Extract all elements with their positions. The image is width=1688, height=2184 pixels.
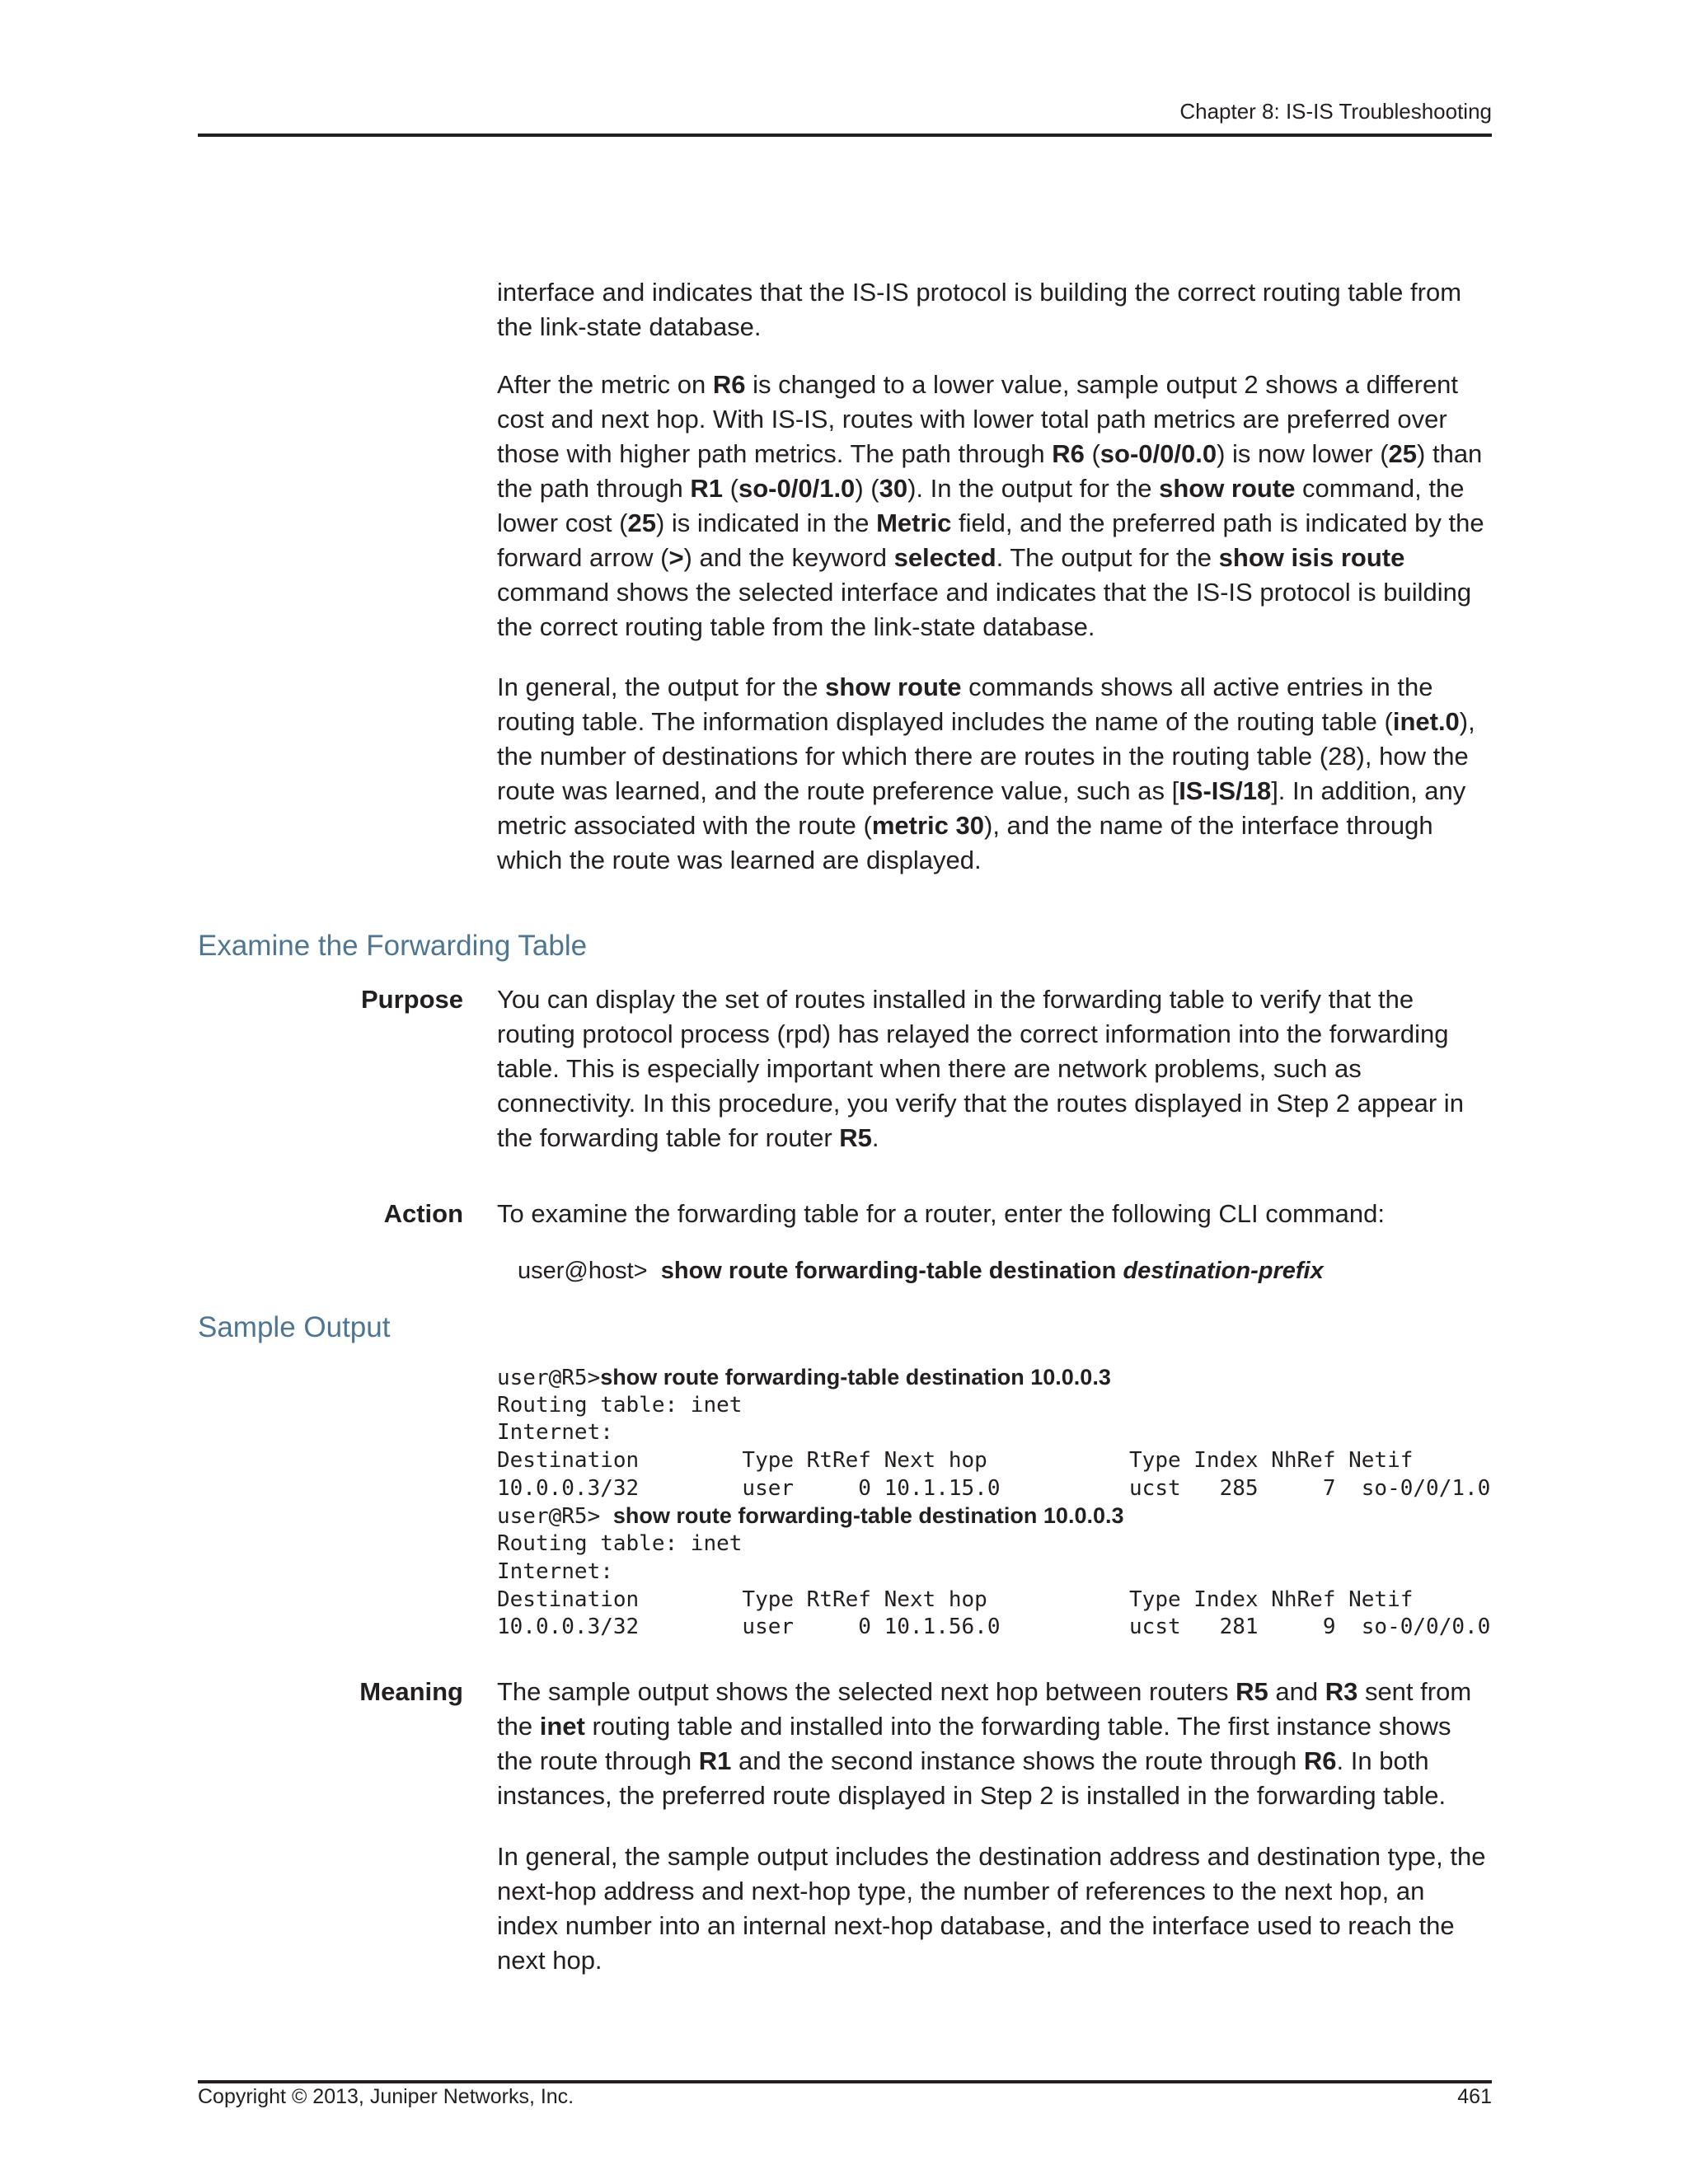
purpose-label: Purpose xyxy=(360,985,463,1014)
footer-copyright: Copyright © 2013, Juniper Networks, Inc. xyxy=(198,2085,574,2108)
meaning-paragraph-2: In general, the sample output includes the destination address and destination type, the next-hop address and next-hop type, the number of references to the next hop, an index number into an internal next-hop database, and the interface used to reach the next hop. xyxy=(497,1842,1486,1975)
intro-paragraph-1: interface and indicates that the IS-IS protocol is building the correct routing table from the link-state database. xyxy=(497,278,1462,341)
code-line: Destination Type RtRef Next hop Type Index NhRef Netif xyxy=(497,1448,1414,1474)
code-line: 10.0.0.3/32 user 0 10.1.56.0 ucst 281 9 so-0/0/0.0 xyxy=(497,1615,1491,1640)
purpose-paragraph: You can display the set of routes installed in the forwarding table to verify that the routing protocol process (rpd) has relayed the correct information into the forwarding table. This is especially important when there are network problems, such as connectivity. In this procedure, you verify that the routes displayed in Step 2 appear in the forwarding table for router R5. xyxy=(497,985,1464,1152)
header-rule xyxy=(198,134,1492,137)
action-paragraph: To examine the forwarding table for a router, enter the following CLI command: xyxy=(497,1199,1385,1228)
cli-command-line xyxy=(518,1258,1324,1285)
code-line: Internet: xyxy=(497,1558,613,1584)
code-line: user@R5>show route forwarding-table destination 10.0.0.3 xyxy=(497,1365,1111,1390)
code-line: Routing table: inet xyxy=(497,1392,743,1418)
intro-paragraph-3: In general, the output for the show route commands shows all active entries in the routing table. The information displayed includes the name of the routing table (inet.0), the number of destinations for which there are routes in the routing table (28), how the route was learned, and the route preference value, such as [IS-IS/18]. In addition, any metric associated with the route (metric 30), and the name of the interface through which the route was learned are displayed. xyxy=(497,673,1475,874)
meaning-label: Meaning xyxy=(359,1677,463,1706)
code-line: Destination Type RtRef Next hop Type Index NhRef Netif xyxy=(497,1586,1414,1612)
intro-paragraph-2: After the metric on R6 is changed to a lower value, sample output 2 shows a different cost and next hop. With IS-IS, routes with lower total path metrics are preferred over those with higher path metrics. The path through R6 (so-0/0/0.0) is now lower (25) than the path through R1 (so-0/0/1.0) (30). In the output for the show route command, the lower cost (25) is indicated in the Metric field, and the preferred path is indicated by the forward arrow (>) and the keyword selected. The output for the show isis route command shows the selected interface and indicates that the IS-IS protocol is building the correct routing table from the link-state database. xyxy=(497,370,1484,641)
running-header: Chapter 8: IS-IS Troubleshooting xyxy=(1179,99,1492,124)
code-line: 10.0.0.3/32 user 0 10.1.15.0 ucst 285 7 so-0/0/1.0 xyxy=(497,1475,1491,1501)
code-line: Internet: xyxy=(497,1420,613,1446)
page-number: 461 xyxy=(1457,2085,1492,2108)
section-heading-sample-output: Sample Output xyxy=(198,1311,391,1343)
sample-output-code xyxy=(497,1364,1490,1642)
section-heading-forwarding-table: Examine the Forwarding Table xyxy=(198,930,588,962)
code-line: Routing table: inet xyxy=(497,1531,743,1557)
code-line: user@R5> show route forwarding-table destination 10.0.0.3 xyxy=(497,1503,1124,1530)
cli-command: show route forwarding-table destination xyxy=(660,1258,1117,1284)
cli-prompt: user@host> xyxy=(518,1258,648,1284)
footer-rule xyxy=(198,2080,1492,2083)
cli-argument: destination-prefix xyxy=(1123,1258,1324,1284)
action-label: Action xyxy=(383,1199,463,1228)
meaning-paragraph-1: The sample output shows the selected next hop between routers R5 and R3 sent from the inet routing table and installed into the forwarding table. The first instance shows the route through R1 and the second instance shows the route through R6. In both instances, the preferred route displayed in Step 2 is installed in the forwarding table. xyxy=(497,1677,1472,1810)
